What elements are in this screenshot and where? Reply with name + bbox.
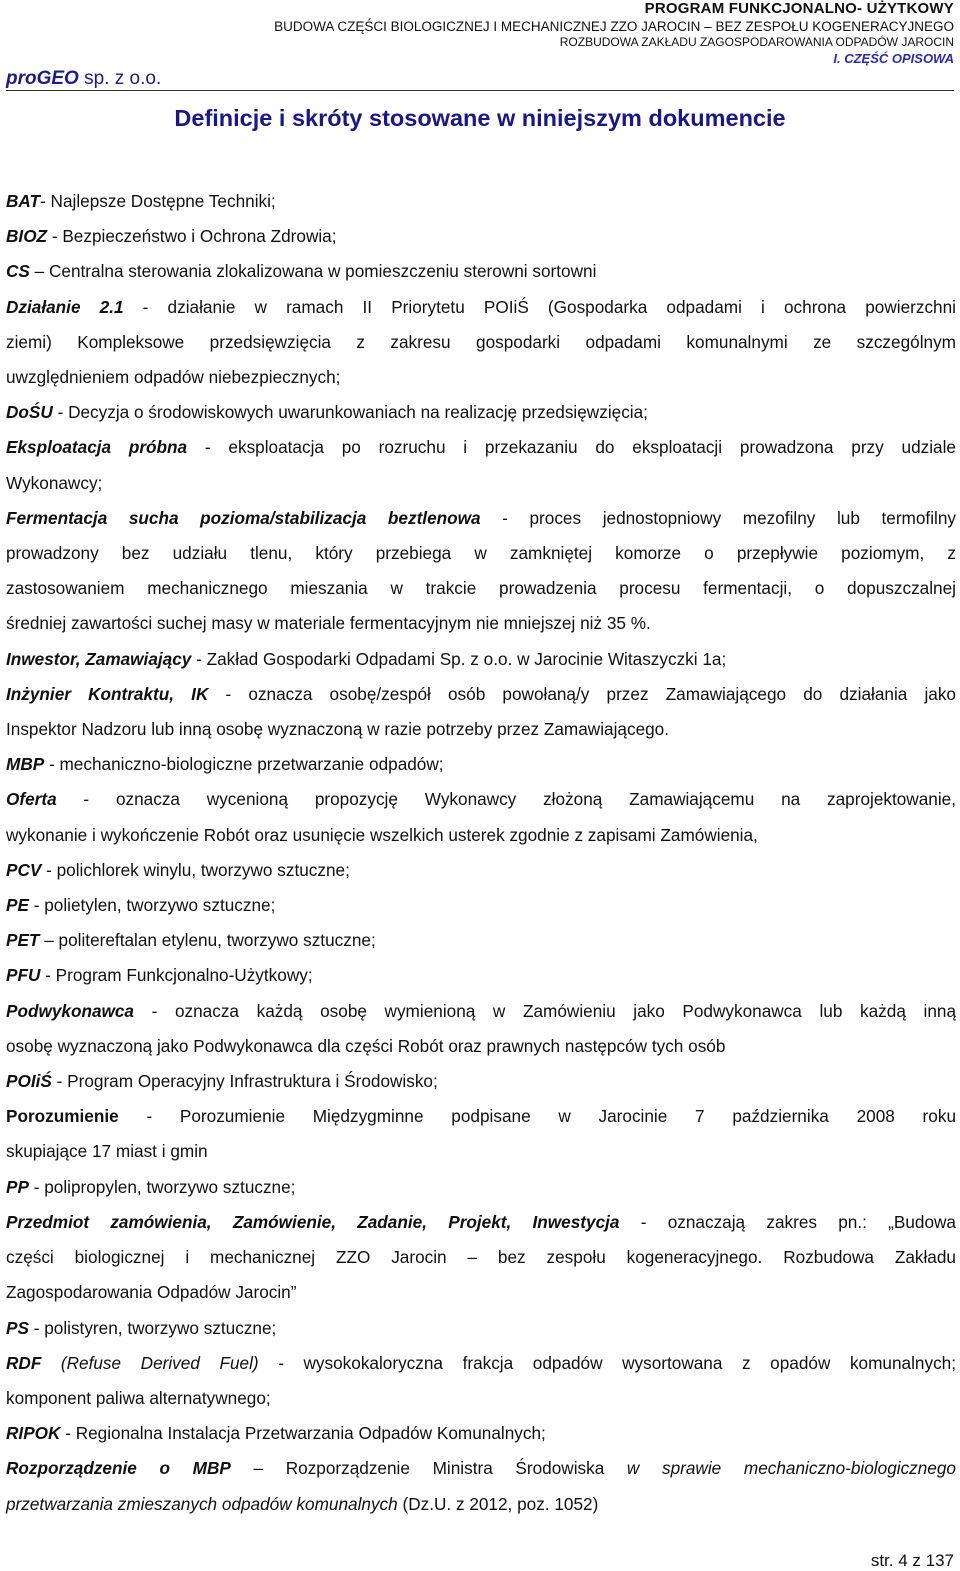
definition-continuation: średniej zawartości suchej masy w materiale fermentacyjnym nie mniejszej niż 35 %. xyxy=(6,613,651,634)
page-title: Definicje i skróty stosowane w niniejszym dokumencie xyxy=(174,105,786,131)
definition-continuation: wykonanie i wykończenie Robót oraz usunięcie wszelkich usterek zgodnie z zapisami Zamówienia, xyxy=(6,824,758,845)
definition-item: Podwykonawca - oznacza każdą osobę wymienioną w Zamówieniu jako Podwykonawca lub każdą inną xyxy=(6,1000,956,1021)
definition-item: Rozporządzenie o MBP – Rozporządzenie Ministra Środowiska w sprawie mechaniczno-biologicznego xyxy=(6,1458,956,1479)
definition-item: Fermentacja sucha pozioma/stabilizacja beztlenowa - proces jednostopniowy mezofilny lub termofilny xyxy=(6,507,957,528)
definition-continuation: części biologicznej i mechanicznej ZZO Jarocin – bez zespołu kogeneracyjnego. Rozbudowa Zakładu xyxy=(6,1247,956,1268)
definition-item: BAT- Najlepsze Dostępne Techniki; xyxy=(6,191,276,211)
definition-item: PS - polistyren, tworzywo sztuczne; xyxy=(6,1317,277,1338)
definition-item: Działanie 2.1 - działanie w ramach II Priorytetu POIiŚ (Gospodarka odpadami i ochrona powierzchni xyxy=(6,296,956,317)
definition-item: DoŚU - Decyzja o środowiskowych uwarunkowaniach na realizację przedsięwzięcia; xyxy=(6,402,648,423)
definition-item: PE - polietylen, tworzywo sztuczne; xyxy=(6,895,276,916)
definition-item: PFU - Program Funkcjonalno-Użytkowy; xyxy=(6,965,313,986)
definition-continuation: prowadzony bez udziału tlenu, który przebiega w zamkniętej komorze o przepływie poziomym, z xyxy=(6,543,956,564)
definition-continuation: Zagospodarowania Odpadów Jarocin” xyxy=(6,1282,297,1303)
company-logo: proGEO sp. z o.o. xyxy=(6,68,162,89)
definition-item: CS – Centralna sterowania zlokalizowana w pomieszczeniu sterowni sortowni xyxy=(6,261,597,282)
page-number: str. 4 z 137 xyxy=(870,1551,954,1570)
definition-continuation: przetwarzania zmieszanych odpadów komunalnych (Dz.U. z 2012, poz. 1052) xyxy=(6,1493,599,1514)
definition-item: Oferta - oznacza wycenioną propozycję Wykonawcy złożoną Zamawiającemu na zaprojektowanie, xyxy=(6,789,956,810)
definition-continuation: uwzględnieniem odpadów niebezpiecznych; xyxy=(6,367,341,388)
definition-continuation: Wykonawcy; xyxy=(6,472,103,493)
header-subtitle: ROZBUDOWA ZAKŁADU ZAGOSPODAROWANIA ODPADÓW JAROCIN xyxy=(559,35,954,49)
definition-item: RIPOK - Regionalna Instalacja Przetwarzania Odpadów Komunalnych; xyxy=(6,1423,546,1444)
definition-item: Inwestor, Zamawiający - Zakład Gospodarki Odpadami Sp. z o.o. w Jarocinie Witaszyczki 1a; xyxy=(6,648,727,669)
definition-continuation: komponent paliwa alternatywnego; xyxy=(6,1387,271,1408)
definition-continuation: skupiające 17 miast i gmin xyxy=(6,1141,208,1162)
header-part-label: I. CZĘŚĆ OPISOWA xyxy=(833,51,954,66)
definitions-list xyxy=(6,184,956,1522)
definition-item: Eksploatacja próbna - eksploatacja po rozruchu i przekazaniu do eksploatacji prowadzona przy udziale xyxy=(6,437,956,458)
header-program-title: PROGRAM FUNKCJONALNO- UŻYTKOWY xyxy=(644,0,954,17)
definition-item: Inżynier Kontraktu, IK - oznacza osobę/zespół osób powołaną/y przez Zamawiającego do działania jako xyxy=(6,683,956,704)
definition-continuation: ziemi) Kompleksowe przedsięwzięcia z zakresu gospodarki odpadami komunalnymi ze szczególnym xyxy=(6,331,956,352)
document-header xyxy=(194,0,954,67)
definition-item: MBP - mechaniczno-biologiczne przetwarzanie odpadów; xyxy=(6,754,444,775)
definition-item: Porozumienie - Porozumienie Międzygminne podpisane w Jarocinie 7 października 2008 roku xyxy=(6,1106,956,1127)
definition-item: PP - polipropylen, tworzywo sztuczne; xyxy=(6,1176,296,1197)
definition-continuation: zastosowaniem mechanicznego mieszania w trakcie prowadzenia procesu fermentacji, o dopuszczalnej xyxy=(6,578,956,599)
definition-item: PCV - polichlorek winylu, tworzywo sztuczne; xyxy=(6,859,350,880)
definition-continuation: osobę wyznaczoną jako Podwykonawca dla części Robót oraz prawnych następców tych osób xyxy=(6,1035,726,1056)
definition-item: BIOZ - Bezpieczeństwo i Ochrona Zdrowia; xyxy=(6,226,337,247)
header-rule xyxy=(6,90,954,91)
definition-item: POIiŚ - Program Operacyjny Infrastruktura i Środowisko; xyxy=(6,1071,438,1092)
header-project-title: BUDOWA CZĘŚCI BIOLOGICZNEJ I MECHANICZNEJ ZZO JAROCIN – BEZ ZESPOŁU KOGENERACYJNEGO xyxy=(274,19,954,34)
definition-continuation: Inspektor Nadzoru lub inną osobę wyznaczoną w razie potrzeby przez Zamawiającego. xyxy=(6,719,670,740)
definition-item: PET – politereftalan etylenu, tworzywo sztuczne; xyxy=(6,930,376,951)
definition-item: RDF (Refuse Derived Fuel) - wysokokaloryczna frakcja odpadów wysortowana z opadów komunalnych; xyxy=(6,1352,957,1373)
definition-item: Przedmiot zamówienia, Zamówienie, Zadanie, Projekt, Inwestycja - oznaczają zakres pn.: „Budowa xyxy=(6,1211,956,1232)
